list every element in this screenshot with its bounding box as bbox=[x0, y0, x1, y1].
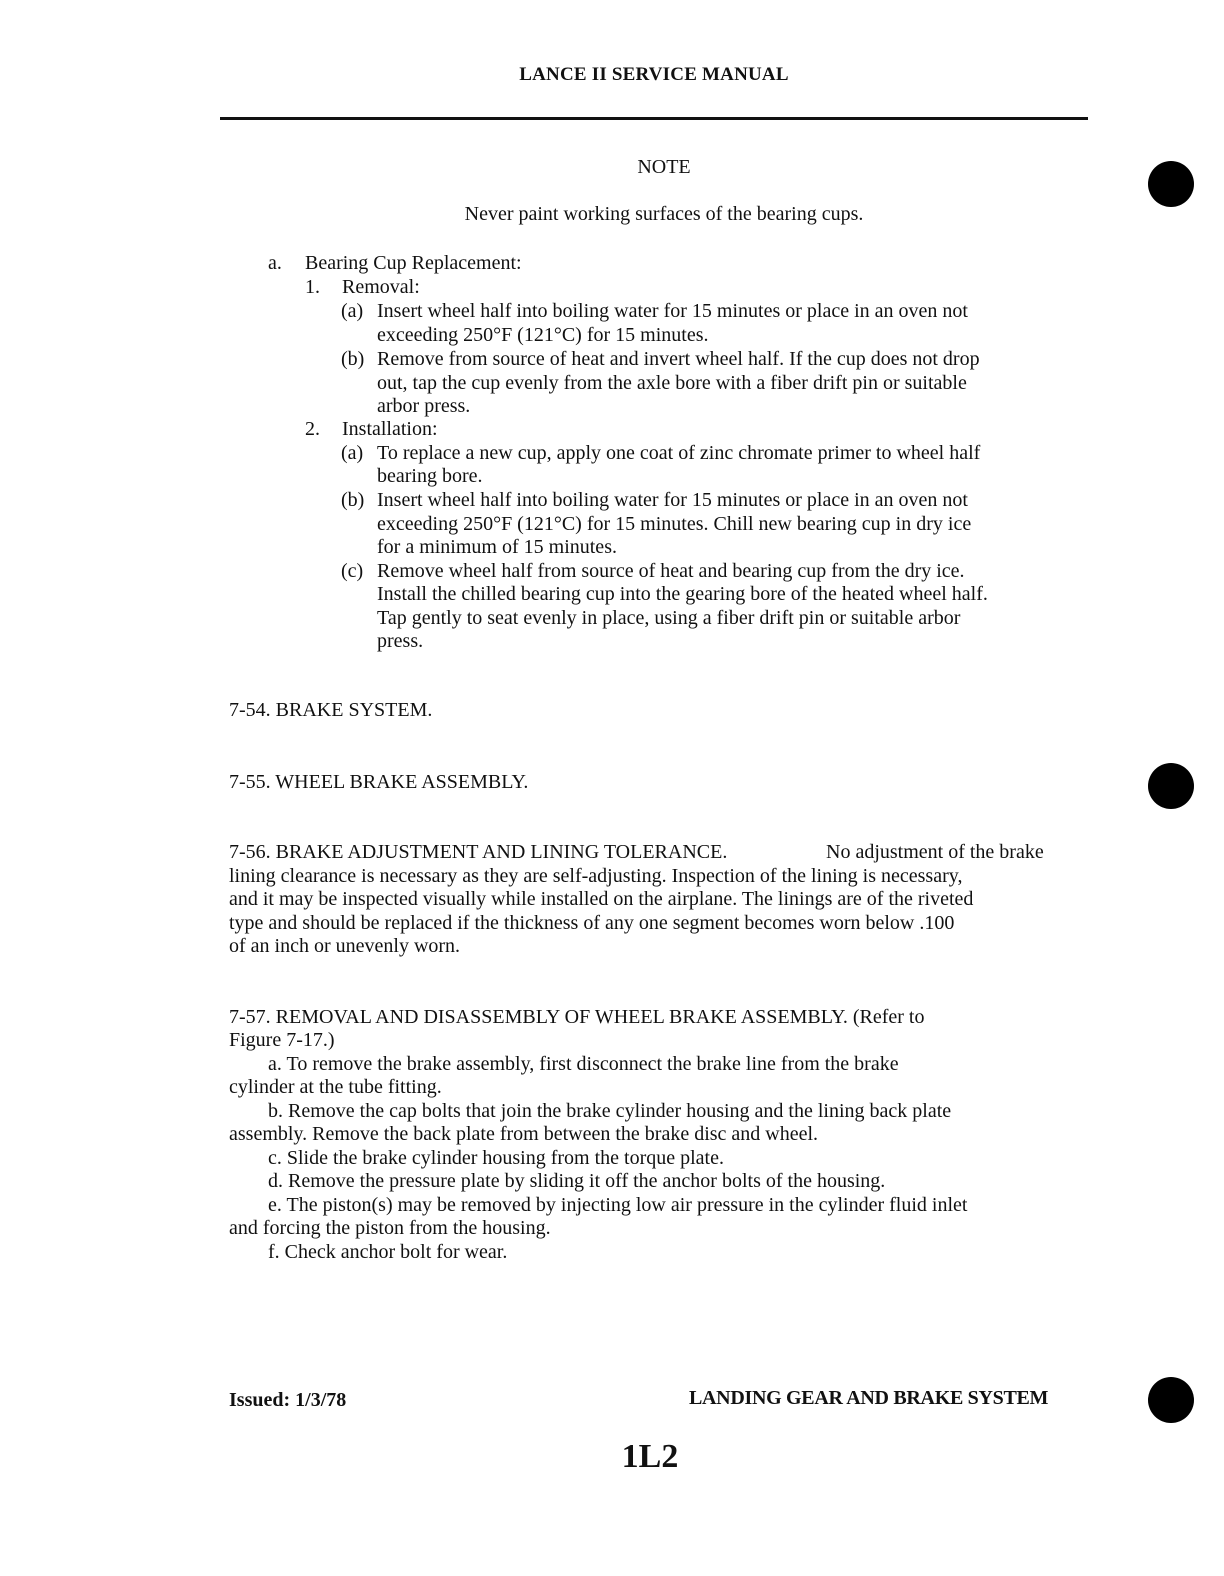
header-rule bbox=[220, 117, 1088, 120]
section-7-54-heading: 7-54. BRAKE SYSTEM. bbox=[229, 699, 433, 721]
installation-step-a-line-2: bearing bore. bbox=[377, 465, 483, 487]
binder-hole-dot-bottom bbox=[1148, 1377, 1194, 1423]
footer-issued-date: Issued: 1/3/78 bbox=[229, 1389, 347, 1411]
section-7-56-line-4: type and should be replaced if the thickness of any one segment becomes worn below .100 bbox=[229, 912, 955, 934]
installation-step-c-line-3: Tap gently to seat evenly in place, using a fiber drift pin or suitable arbor bbox=[377, 607, 961, 629]
section-7-56-line-1: No adjustment of the brake bbox=[826, 841, 1044, 863]
bearing-cup-heading bbox=[268, 252, 522, 275]
note-text: Never paint working surfaces of the bearing cups. bbox=[464, 203, 864, 225]
step-f-line-1: f. Check anchor bolt for wear. bbox=[268, 1241, 508, 1263]
note-title: NOTE bbox=[637, 156, 691, 178]
installation-step-b-label: (b) bbox=[341, 489, 365, 511]
step-e-line-1: e. The piston(s) may be removed by injecting low air pressure in the cylinder fluid inlet bbox=[268, 1194, 968, 1216]
installation-step-c-line-4: press. bbox=[377, 630, 424, 652]
step-label: 2. bbox=[305, 418, 320, 440]
installation-step-c-line-2: Install the chilled bearing cup into the gearing bore of the heated wheel half. bbox=[377, 583, 988, 605]
section-7-55-heading: 7-55. WHEEL BRAKE ASSEMBLY. bbox=[229, 771, 529, 793]
step-a-line-2: cylinder at the tube fitting. bbox=[229, 1076, 442, 1098]
step-d-line-1: d. Remove the pressure plate by sliding it off the anchor bolts of the housing. bbox=[268, 1170, 886, 1192]
installation-step-b-line-2: exceeding 250°F (121°C) for 15 minutes. Chill new bearing cup in dry ice bbox=[377, 513, 972, 535]
removal-step-a-line-1: Insert wheel half into boiling water for 15 minutes or place in an oven not bbox=[377, 300, 968, 322]
step-b-line-1: b. Remove the cap bolts that join the brake cylinder housing and the lining back plate bbox=[268, 1100, 952, 1122]
removal-step-b-label: (b) bbox=[341, 348, 365, 370]
installation-step-a-label: (a) bbox=[341, 442, 364, 464]
removal-title: Removal: bbox=[342, 276, 420, 298]
step-a-line-1: a. To remove the brake assembly, first disconnect the brake line from the brake bbox=[268, 1053, 899, 1075]
section-7-56-line-2: lining clearance is necessary as they are self-adjusting. Inspection of the lining is necessary, bbox=[229, 865, 963, 887]
removal-step-b-line-1: Remove from source of heat and invert wheel half. If the cup does not drop bbox=[377, 348, 980, 370]
section-7-57-heading-line-2: Figure 7-17.) bbox=[229, 1029, 335, 1051]
section-7-57-heading-line-1: 7-57. REMOVAL AND DISASSEMBLY OF WHEEL BRAKE ASSEMBLY. (Refer to bbox=[229, 1006, 925, 1028]
binder-hole-dot-top bbox=[1148, 161, 1194, 207]
removal-step-b-line-2: out, tap the cup evenly from the axle bore with a fiber drift pin or suitable bbox=[377, 372, 967, 394]
item-label: a. bbox=[268, 252, 282, 274]
step-b-line-2: assembly. Remove the back plate from between the brake disc and wheel. bbox=[229, 1123, 819, 1145]
page-number: 1L2 bbox=[621, 1438, 679, 1475]
section-7-56-heading: 7-56. BRAKE ADJUSTMENT AND LINING TOLERANCE. bbox=[229, 841, 728, 863]
installation-step-c-label: (c) bbox=[341, 560, 364, 582]
step-e-line-2: and forcing the piston from the housing. bbox=[229, 1217, 551, 1239]
installation-title: Installation: bbox=[342, 418, 438, 440]
removal-step-a-line-2: exceeding 250°F (121°C) for 15 minutes. bbox=[377, 324, 709, 346]
binder-hole-dot-middle bbox=[1148, 763, 1194, 809]
bearing-cup-title: Bearing Cup Replacement: bbox=[305, 252, 522, 274]
removal-heading bbox=[305, 276, 420, 299]
installation-step-a-line-1: To replace a new cup, apply one coat of zinc chromate primer to wheel half bbox=[377, 442, 981, 464]
removal-step-a-label: (a) bbox=[341, 300, 364, 322]
installation-step-c-line-1: Remove wheel half from source of heat and bearing cup from the dry ice. bbox=[377, 560, 965, 582]
page-header-title: LANCE II SERVICE MANUAL bbox=[519, 64, 789, 85]
installation-step-b-line-1: Insert wheel half into boiling water for 15 minutes or place in an oven not bbox=[377, 489, 968, 511]
removal-step-b-line-3: arbor press. bbox=[377, 395, 471, 417]
step-label: 1. bbox=[305, 276, 320, 298]
footer-chapter-title: LANDING GEAR AND BRAKE SYSTEM bbox=[689, 1387, 1049, 1409]
section-7-56-line-3: and it may be inspected visually while installed on the airplane. The linings are of the riveted bbox=[229, 888, 974, 910]
installation-heading bbox=[305, 418, 438, 441]
installation-step-b-line-3: for a minimum of 15 minutes. bbox=[377, 536, 617, 558]
section-7-56-line-5: of an inch or unevenly worn. bbox=[229, 935, 461, 957]
step-c-line-1: c. Slide the brake cylinder housing from the torque plate. bbox=[268, 1147, 724, 1169]
